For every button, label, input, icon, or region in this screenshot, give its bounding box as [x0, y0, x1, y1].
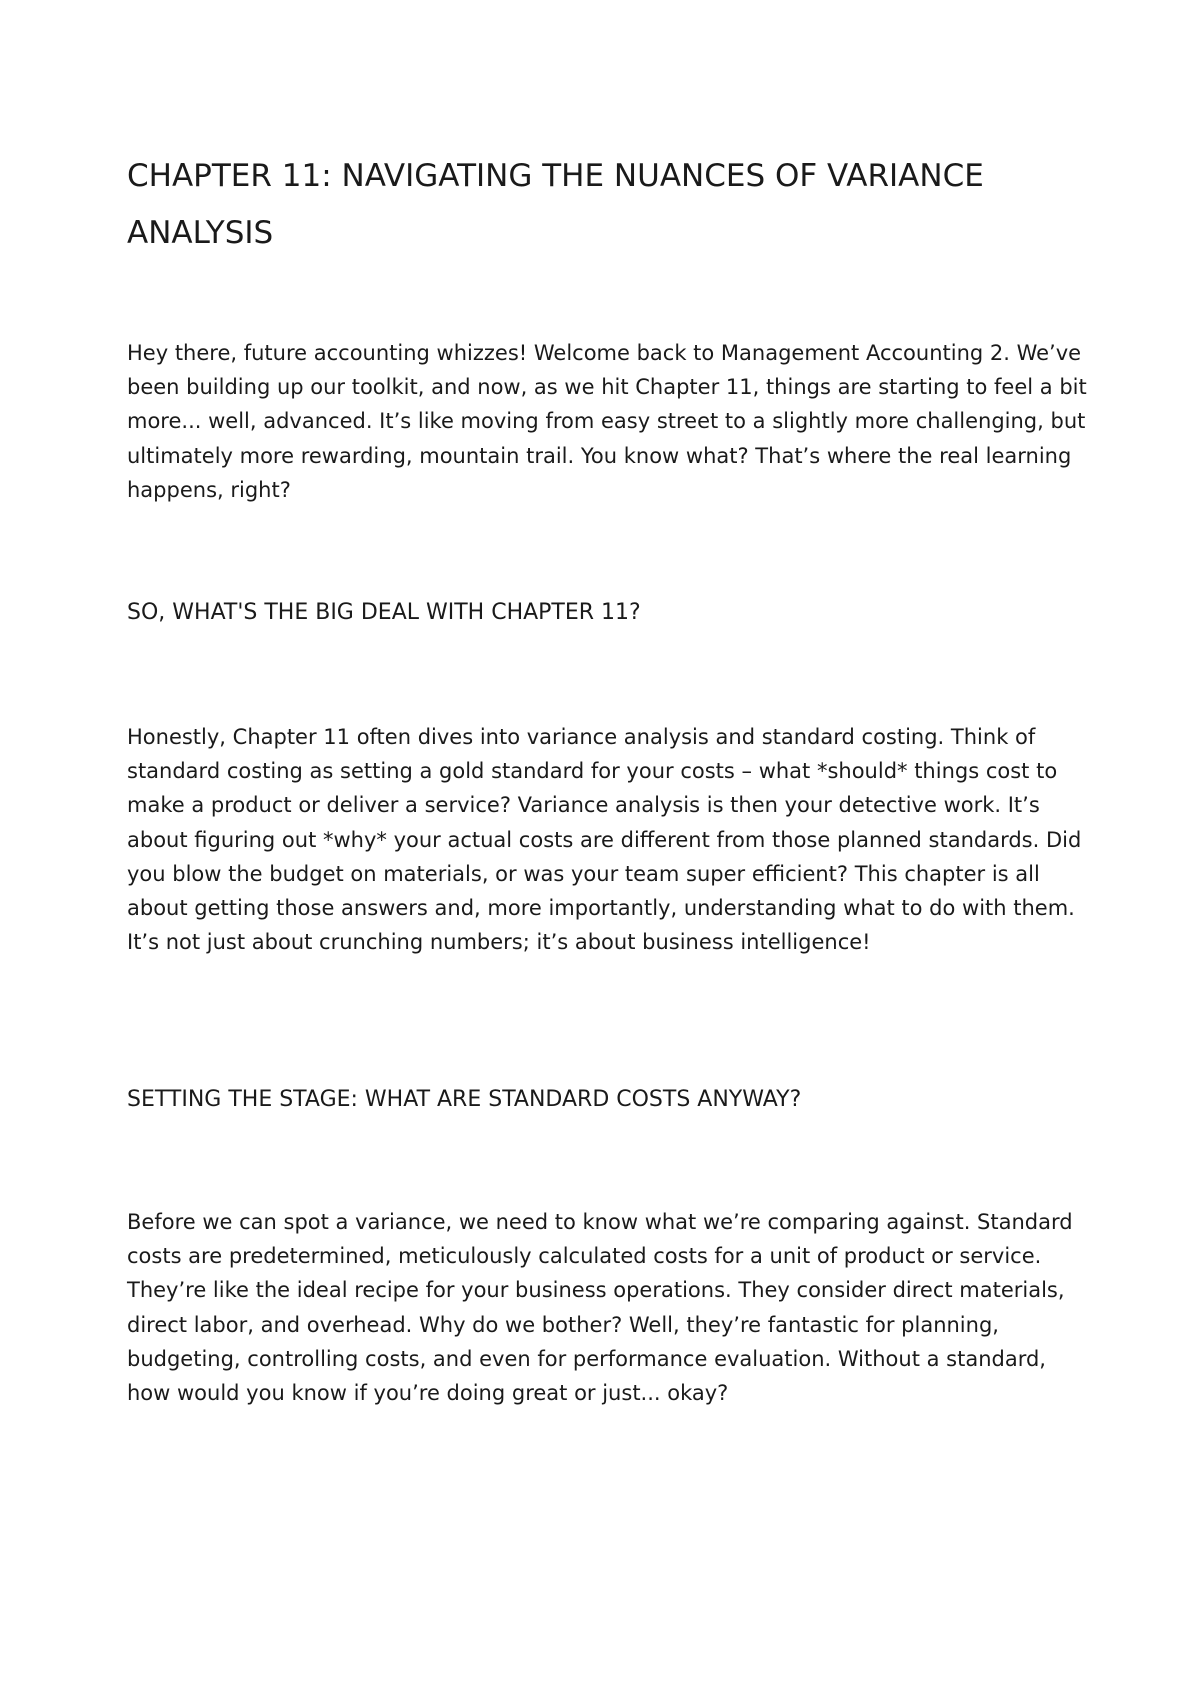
section-heading-big-deal: SO, WHAT'S THE BIG DEAL WITH CHAPTER 11? — [127, 600, 641, 625]
chapter-title: CHAPTER 11: NAVIGATING THE NUANCES OF VARIANCE ANALYSIS — [127, 158, 984, 251]
section-heading-standard-costs: SETTING THE STAGE: WHAT ARE STANDARD COSTS ANYWAY? — [127, 1087, 802, 1112]
intro-paragraph: Hey there, future accounting whizzes! Welcome back to Management Accounting 2. We’ve been building up our toolkit, and now, as we hit Chapter 11, things are starting to feel a bit more... well, advanced. It’s like moving from easy street to a slightly more challenging, but ultimately more rewarding, mountain trail. You know what? That’s where the real learning happens, right? — [127, 341, 1087, 502]
section-paragraph-big-deal: Honestly, Chapter 11 often dives into variance analysis and standard costing. Think of standard costing as setting a gold standard for your costs – what *should* things cost to make a product or deliver a service? Variance analysis is then your detective work. It’s about figuring out *why* your actual costs are different from those planned standards. Did you blow the budget on materials, or was your team super efficient? This chapter is all about getting those answers and, more importantly, understanding what to do with them. It’s not just about crunching numbers; it’s about business intelligence! — [127, 725, 1082, 955]
section-paragraph-standard-costs: Before we can spot a variance, we need to know what we’re comparing against. Standard costs are predetermined, meticulously calculated costs for a unit of product or service. They’re like the ideal recipe for your business operations. They consider direct materials, direct labor, and overhead. Why do we bother? Well, they’re fantastic for planning, budgeting, controlling costs, and even for performance evaluation. Without a standard, how would you know if you’re doing great or just... okay? — [127, 1210, 1073, 1406]
